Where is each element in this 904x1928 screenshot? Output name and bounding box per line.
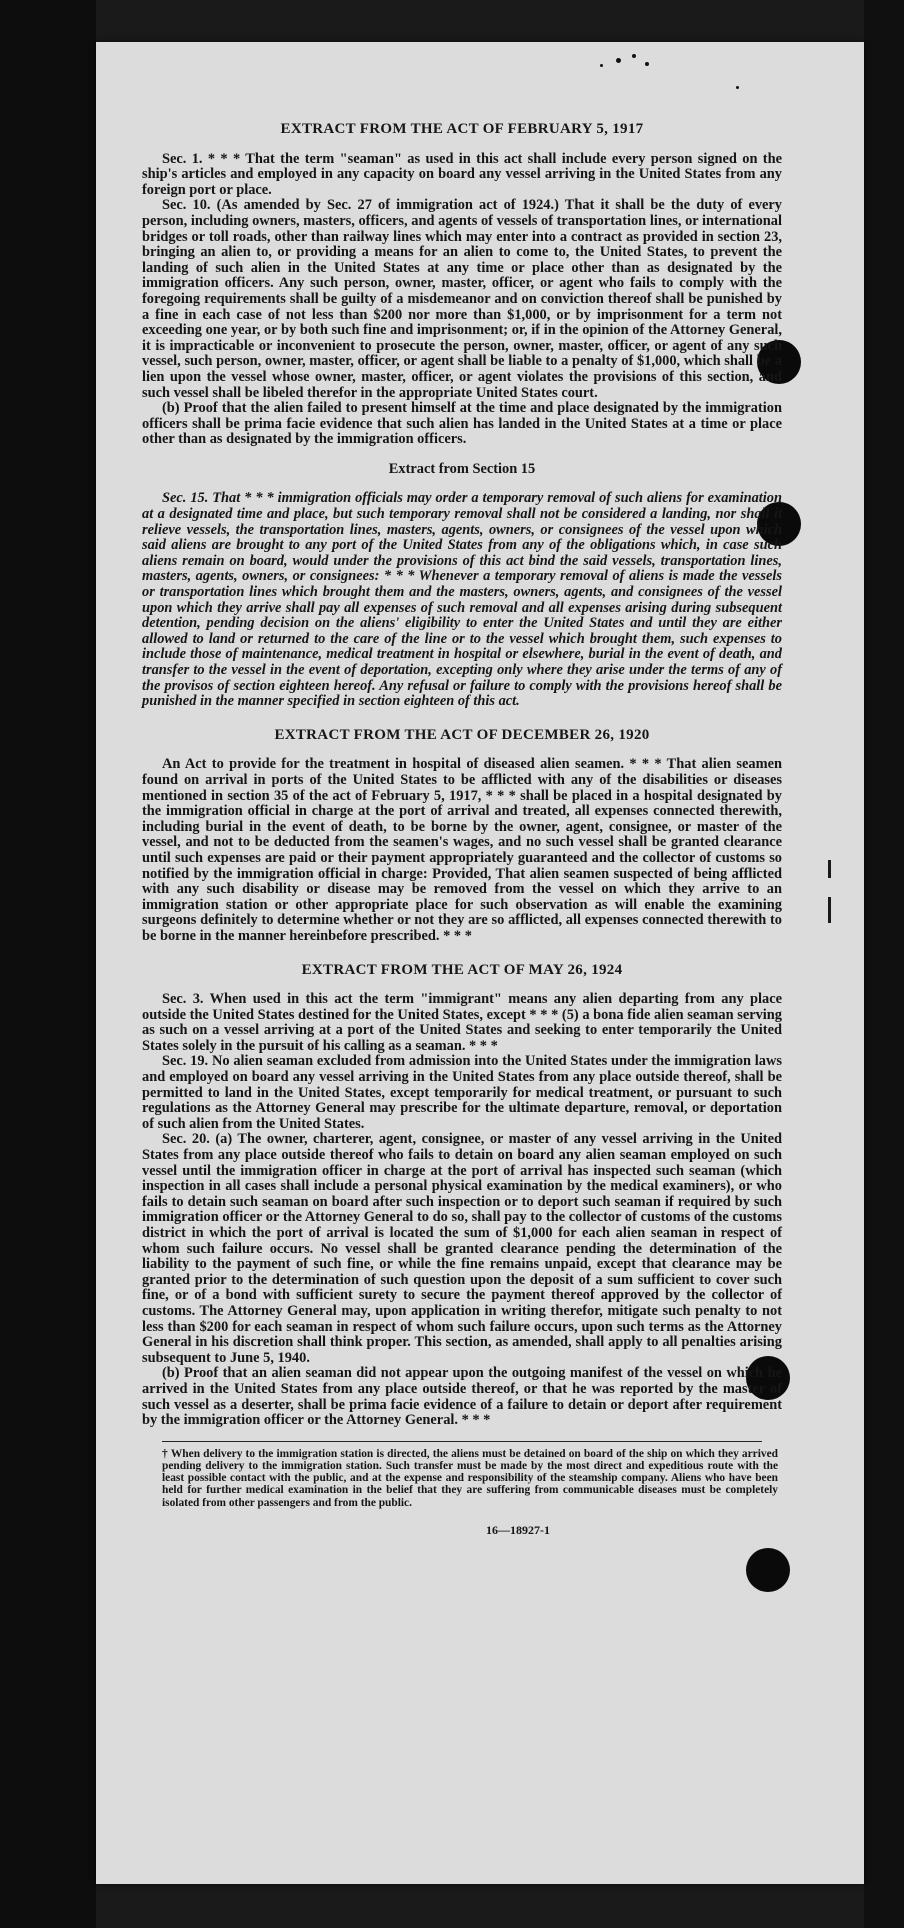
section-10-paragraph: Sec. 10. (As amended by Sec. 27 of immigration act of 1924.) That it shall be the duty of every person, including owners, masters, officers, and agents of vessels of transportation lines, or international bridges or toll roads, other than railway lines which may enter into a contract as provided in section 23, bringing an alien to, or providing a means for an alien to come to, the United States, to prevent the landing of such alien in the United States at any time or place other than as designated by the immigration officers. Any such person, owner, master, officer, or agent who fails to comply with the foregoing requirements shall be guilty of a misdemeanor and on conviction thereof shall be punished by a fine in each case of not less than $200 nor more than $1,000, or by imprisonment for a term not exceeding one year, or by both such fine and imprisonment; or, if in the opinion of the Attorney General, it is impracticable or inconvenient to prosecute the person, owner, master, officer, or agent of any such vessel, such person, owner, master, officer, or agent shall be liable to a penalty of $1,000, which shall be a lien upon the vessel whose owner, master, officer, or agent violates the provisions of this section, and such vessel shall be libeled therefor in the appropriate United States court. [142,197,782,401]
document-page [96,42,864,1884]
punch-hole [746,1548,790,1592]
section-19-paragraph: Sec. 19. No alien seaman excluded from admission into the United States under the immigration laws and employed on board any vessel arriving in the United States from any place outside thereof, shall be permitted to land in the United States, except temporarily for medical treatment, or pursuant to such regulations as the Attorney General may prescribe for the ultimate departure, removal, or deportation of such alien from the United States. [142,1053,782,1132]
subheading-section-15: Extract from Section 15 [388,460,536,477]
document-body [142,122,782,1538]
margin-mark [828,897,831,923]
heading-act-1917: EXTRACT FROM THE ACT OF FEBRUARY 5, 1917 [280,121,644,137]
scan-speck [736,86,739,89]
section-20a-paragraph: Sec. 20. (a) The owner, charterer, agent, consignee, or master of any vessel arriving in the United States from any place outside thereof who fails to detain on board any alien seaman employed on such vessel until the immigration officer in charge at the port of arrival has inspected such seaman (which inspection in all cases shall include a personal physical examination by the medical examiners), or who fails to detain such seaman on board after such inspection or to deport such seaman if required by such immigration officer or the Attorney General to do so, shall pay to the collector of customs of the customs district in which the port of arrival is located the sum of $1,000 for each alien seaman in respect of whom such failure occurs. No vessel shall be granted clearance pending the determination of the liability to the payment of such fine, or while the fine remains unpaid, except that clearance may be granted prior to the determination of such question upon the deposit of a sum sufficient to cover such fine, or of a bond with sufficient surety to secure the payment thereof approved by the collector of customs. The Attorney General may, upon application in writing therefor, mitigate such penalty to not less than $200 for each seaman in respect of whom such failure occurs, upon such terms as the Attorney General in his discretion shall think proper. This section, as amended, shall apply to all penalties arising subsequent to June 5, 1940. [142,1131,782,1366]
section-15-paragraph: Sec. 15. That * * * immigration officials may order a temporary removal of such aliens for examination at a designated time and place, but such temporary removal shall not be considered a landing, nor shall it relieve vessels, the transportation lines, masters, agents, owners, or consignees of the vessel upon which said aliens are brought to any port of the United States from any of the obligations which, in case such aliens remain on board, would under the provisions of this act bind the said vessels, transportation lines, masters, agents, owners, or consignees: * * * Whenever a temporary removal of aliens is made the vessels or transportation lines which brought them and the masters, owners, agents, and consignees of the vessel upon which they arrive shall pay all expenses of such removal and all expenses arising during subsequent detention, pending decision on the aliens' eligibility to enter the United States and until they are either allowed to land or returned to the care of the line or to the vessel which brought them, such expenses to include those of maintenance, medical treatment in hospital or elsewhere, burial in the event of death, and transfer to the vessel in the event of deportation, excepting only where they arise under the terms of any of the provisos of section eighteen hereof. Any refusal or failure to comply with the provisions hereof shall be punished in the manner specified in section eighteen of this act. [142,490,782,710]
footnote-divider [162,1441,762,1442]
heading-act-1924: EXTRACT FROM THE ACT OF MAY 26, 1924 [301,961,623,978]
margin-mark [828,860,831,878]
section-10b-paragraph: (b) Proof that the alien failed to present himself at the time and place designated by the immigration officers shall be prima facie evidence that such alien has landed in the United States at a time or place other than as designated by the immigration officers. [142,400,782,448]
form-number: 16—18927-1 [486,1522,550,1537]
scan-border-left [0,0,96,1928]
section-1-paragraph: Sec. 1. * * * That the term "seaman" as used in this act shall include every person signed on the ship's articles and employed in any capacity on board any vessel arriving in the United States from any foreign port or place. [142,150,782,198]
scan-speck [632,54,636,58]
section-3-paragraph: Sec. 3. When used in this act the term "immigrant" means any alien departing from any place outside the United States destined for the United States, except * * * (5) a bona fide alien seaman serving as such on a vessel arriving at a port of the United States and seeking to enter temporarily the United States solely in the pursuit of his calling as a seaman. * * * [142,991,782,1054]
footnote: † When delivery to the immigration station is directed, the aliens must be detained on board of the ship on which they arrived pending delivery to the immigration station. Such transfer must be made by the most direct and expeditious route with the least possible contact with the public, and at the expense and responsibility of the steamship company. Aliens who have been held for further medical examination in the belief that they are suffering from communicable diseases must be completely isolated from other passengers and from the public. [162,1447,778,1509]
scan-speck [600,64,603,67]
scan-speck [616,58,621,63]
act-1920-paragraph: An Act to provide for the treatment in hospital of diseased alien seamen. * * * That alien seamen found on arrival in ports of the United States to be afflicted with any of the disabilities or diseases mentioned in section 35 of the act of February 5, 1917, * * * shall be placed in a hospital designated by the immigration official in charge at the port of arrival and treated, all expenses connected therewith, including burial in the event of death, to be borne by the owner, agent, consignee, or master of the vessel, and not to be deducted from the seamen's wages, and no such vessel shall be granted clearance until such expenses are paid or their payment appropriately guaranteed and the collector of customs so notified by the immigration official in charge: Provided, That alien seamen suspected of being afflicted with any such disability or disease may be removed from the vessel on which they arrive to an immigration station or other appropriate place for such observation as will enable the examining surgeons definitely to determine whether or not they are so afflicted, all expenses connected therewith to be borne in the manner hereinbefore prescribed. * * * [142,756,782,944]
scan-border-right [864,0,904,1928]
heading-act-1920: EXTRACT FROM THE ACT OF DECEMBER 26, 1920 [274,726,650,743]
scan-speck [645,62,649,66]
section-20b-paragraph: (b) Proof that an alien seaman did not appear upon the outgoing manifest of the vessel on which he arrived in the United States from any place outside thereof, or that he was reported by the master of such vessel as a deserter, shall be prima facie evidence of a failure to detain or deport after requirement by the immigration officer or the Attorney General. * * * [142,1365,782,1429]
